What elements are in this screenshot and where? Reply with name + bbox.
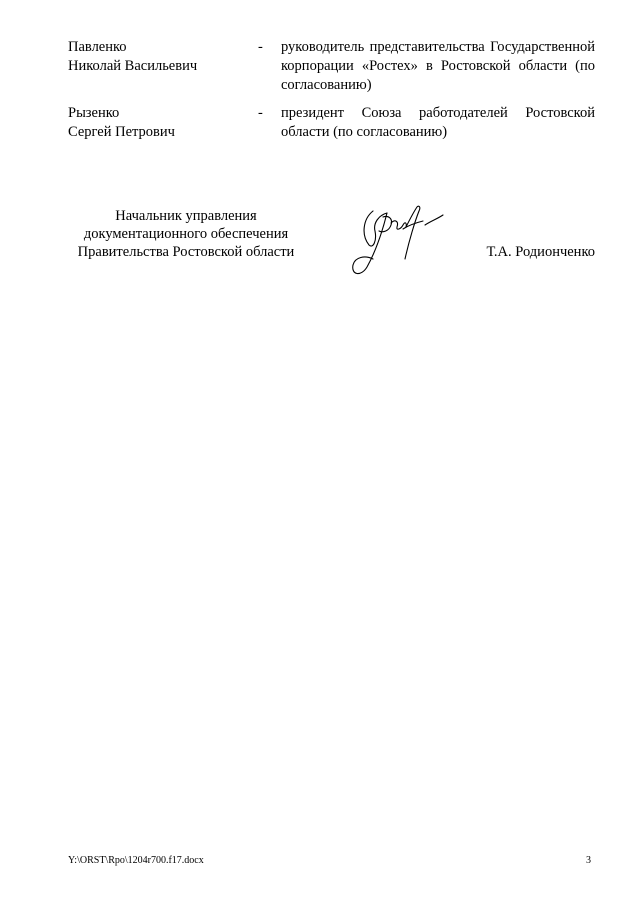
handwritten-signature xyxy=(343,201,453,281)
member-surname: Рызенко xyxy=(68,105,120,121)
member-name xyxy=(68,38,248,76)
member-name xyxy=(68,104,248,142)
footer-file-path: Y:\ORST\Rpo\1204r700.f17.docx xyxy=(68,855,204,866)
signature-block xyxy=(68,207,595,287)
signer-position xyxy=(68,207,304,261)
member-given-names: Николай Васильевич xyxy=(68,58,198,74)
member-role: руководитель представительства Государственной корпорации «Ростех» в Ростовской области (по согласованию) xyxy=(281,39,595,93)
page-number: 3 xyxy=(586,855,591,866)
member-dash: - xyxy=(258,39,263,55)
member-surname: Павленко xyxy=(68,39,127,55)
signer-name: Т.А. Родионченко xyxy=(486,244,595,260)
member-dash: - xyxy=(258,105,263,121)
member-given-names: Сергей Петрович xyxy=(68,124,175,140)
signer-position-line: документационного обеспечения xyxy=(83,226,289,242)
member-role: президент Союза работодателей Ростовской области (по согласованию) xyxy=(281,105,595,140)
signer-position-line: Начальник управления xyxy=(115,208,257,224)
signer-position-line: Правительства Ростовской области xyxy=(77,244,295,260)
